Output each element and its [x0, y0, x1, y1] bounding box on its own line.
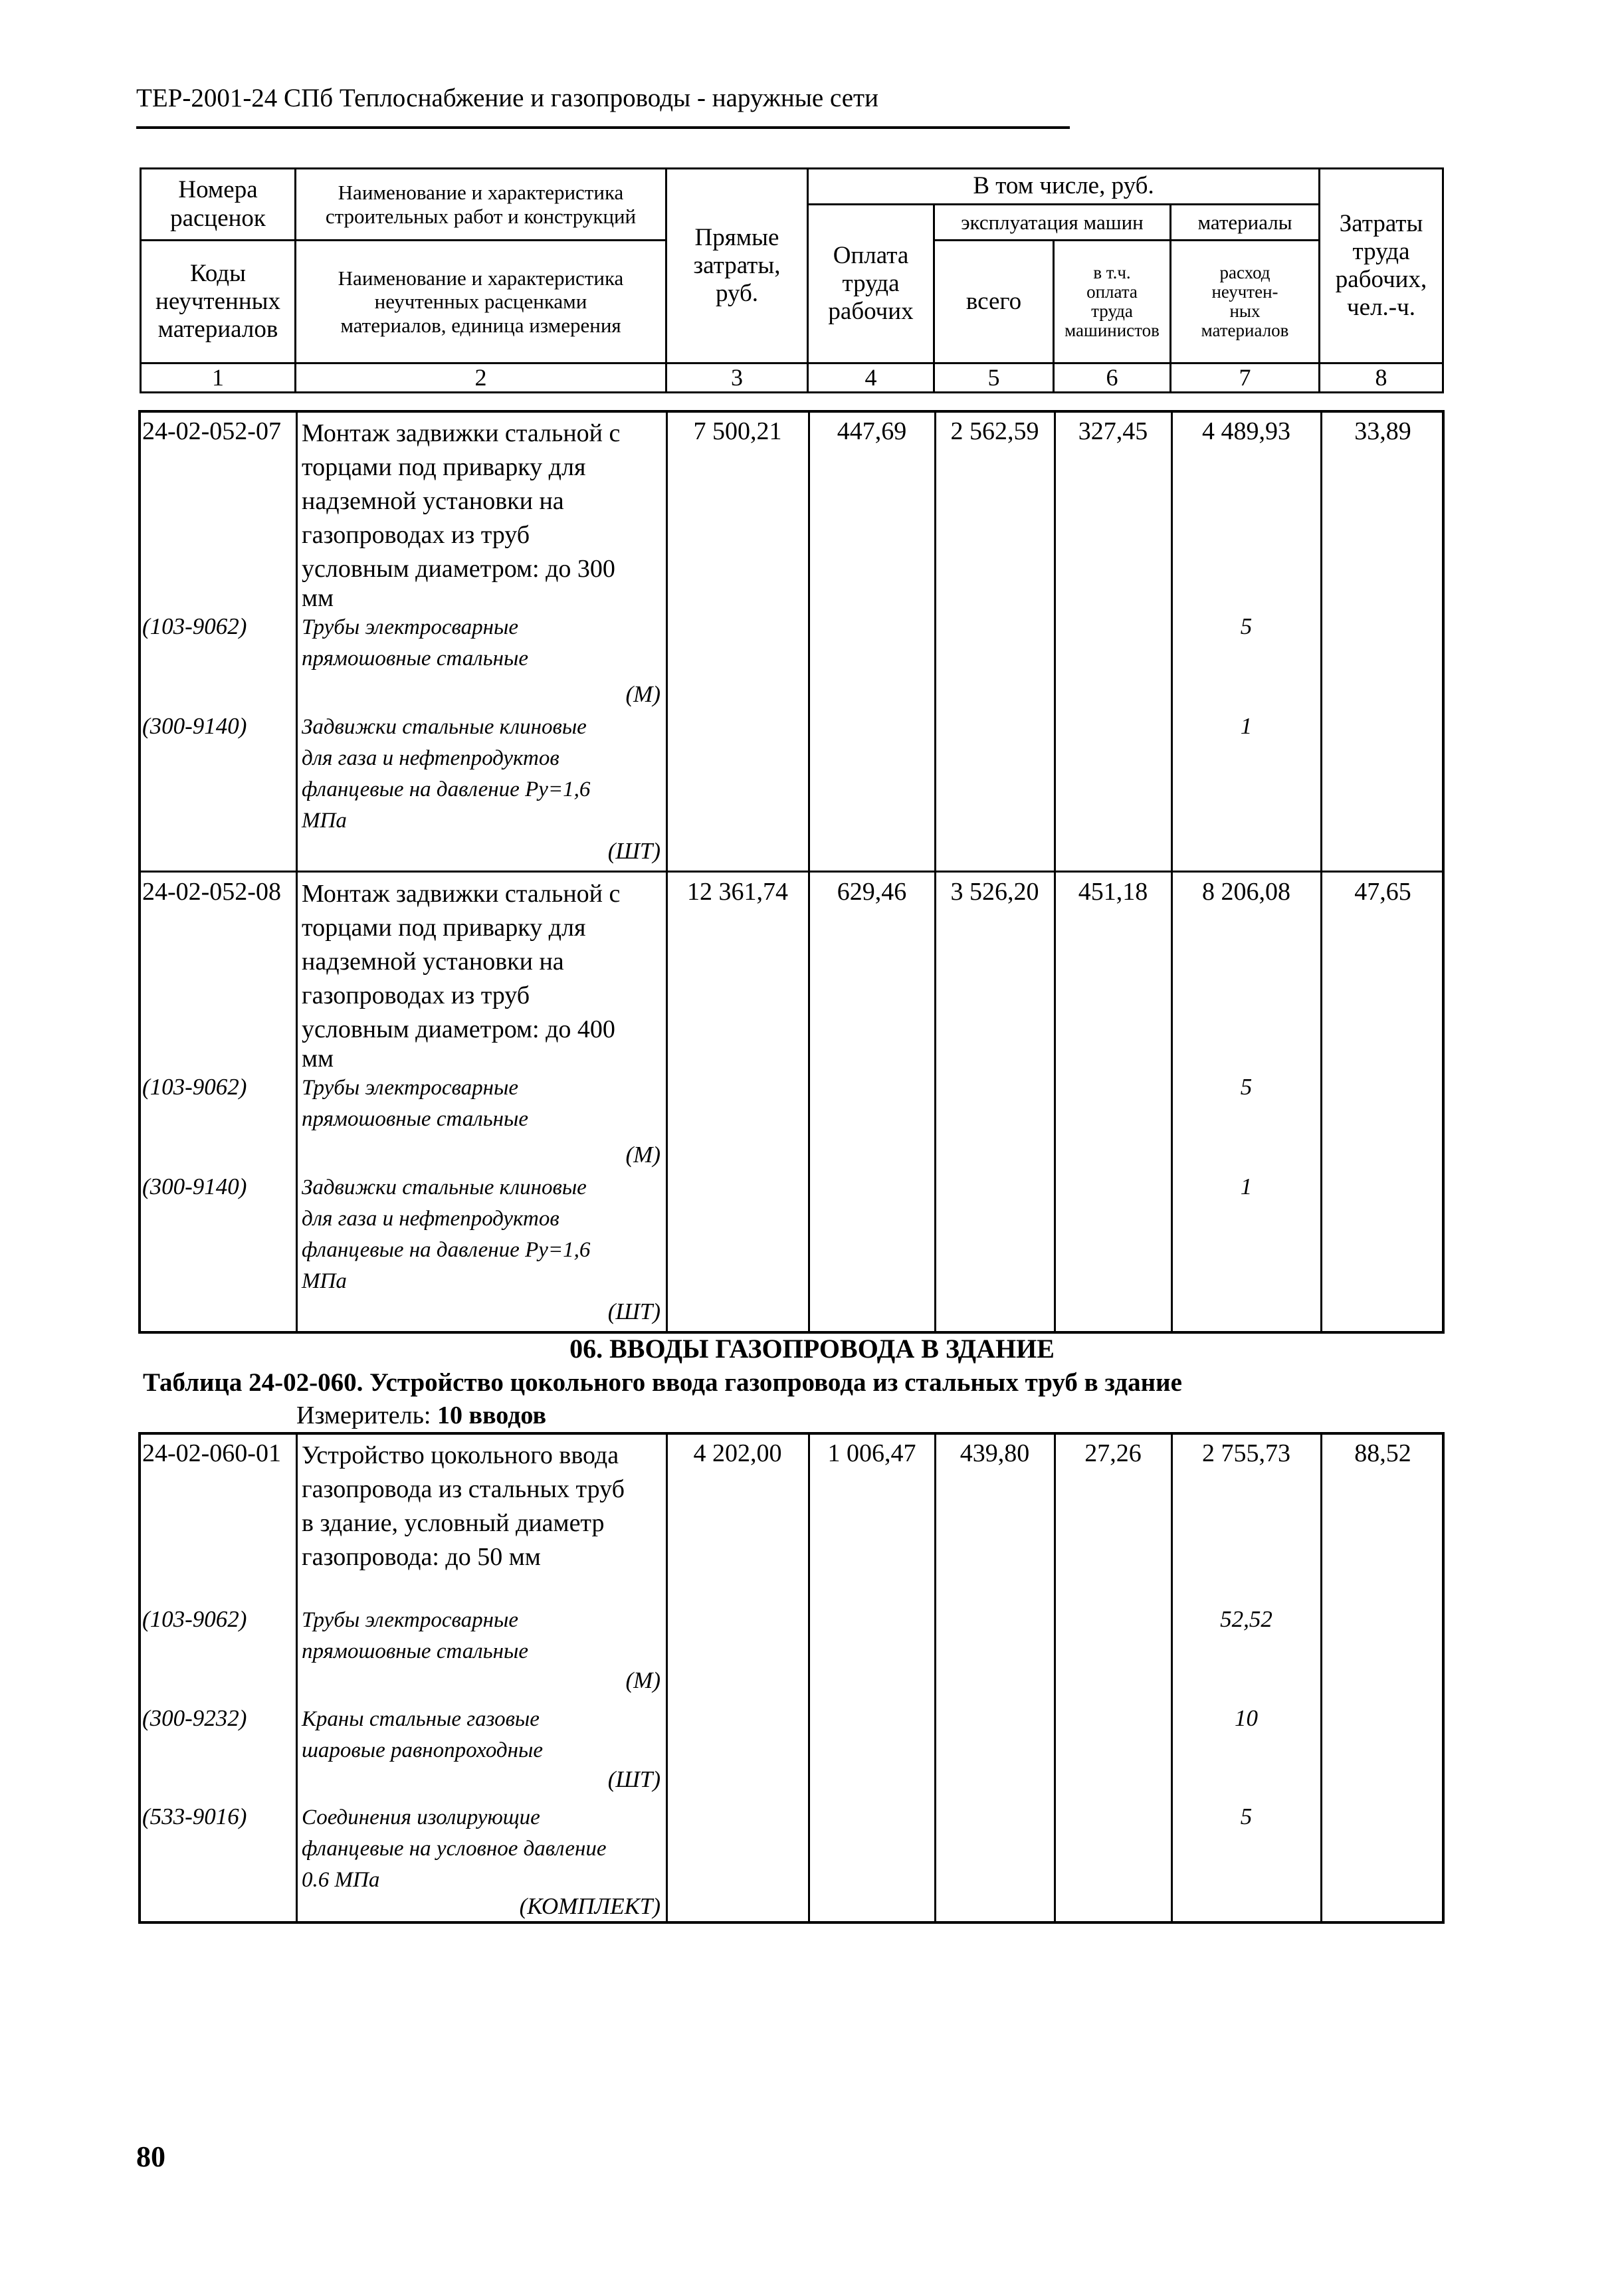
col-divider [296, 1435, 298, 1921]
hdr-rate-numbers: Номера расценок [141, 169, 296, 241]
column-header-table [140, 167, 1444, 393]
wages-value: 447,69 [837, 417, 907, 445]
machines-total-value: 3 526,20 [950, 878, 1039, 906]
wages-value: 629,46 [837, 878, 907, 906]
hdr-direct-costs: Прямые затраты, руб. [666, 169, 808, 363]
material-qty: 1 [1240, 1174, 1253, 1199]
hdr-num-7: 7 [1171, 363, 1320, 392]
page-number: 80 [136, 2140, 165, 2173]
hdr-num-2: 2 [296, 363, 666, 392]
material-unit: (ШТ) [607, 838, 660, 864]
materials-value: 2 755,73 [1202, 1439, 1290, 1467]
material-code: (300-9140) [142, 713, 247, 739]
measure-label: Измеритель: [296, 1401, 437, 1429]
hdr-material-consumption: расход неучтен- ных материалов [1171, 241, 1320, 363]
material-description: Соединения изолирующие фланцевые на условное давление 0.6 МПа [302, 1806, 607, 1892]
material-qty: 52,52 [1220, 1606, 1272, 1632]
row-divider [141, 871, 1442, 873]
material-description: Трубы электросварные прямошовные стальные [302, 1608, 528, 1663]
materials-value: 4 489,93 [1202, 417, 1290, 445]
table-caption: Таблица 24-02-060. Устройство цокольного ввода газопровода из стальных труб в здание [143, 1368, 1182, 1397]
material-unit: (М) [625, 1667, 660, 1693]
col-divider [808, 1435, 810, 1921]
running-header: ТЕР-2001-24 СПб Теплоснабжение и газопроводы - наружные сети [136, 84, 878, 112]
material-description: Краны стальные газовые шаровые равнопроходные [302, 1707, 543, 1762]
material-unit: (ШТ) [607, 1298, 660, 1324]
hdr-num-8: 8 [1320, 363, 1443, 392]
hdr-material-codes: Коды неучтенных материалов [141, 241, 296, 363]
wages-value: 1 006,47 [827, 1439, 916, 1467]
hdr-num-3: 3 [666, 363, 808, 392]
material-unit: (ШТ) [607, 1766, 660, 1792]
measure-value: 10 вводов [437, 1401, 546, 1429]
hdr-num-1: 1 [141, 363, 296, 392]
hdr-labor-hours: Затраты труда рабочих, чел.-ч. [1320, 169, 1443, 363]
material-qty: 10 [1235, 1705, 1258, 1731]
direct-costs-value: 4 202,00 [693, 1439, 782, 1467]
material-qty: 5 [1240, 1074, 1253, 1100]
hdr-material-names: Наименование и характеристика неучтенных расценками материалов, единица измерения [296, 241, 666, 363]
machines-total-value: 439,80 [960, 1439, 1030, 1467]
operator-wages-value: 27,26 [1084, 1439, 1142, 1467]
material-description: Трубы электросварные прямошовные стальные [302, 1076, 528, 1131]
material-code: (103-9062) [142, 1606, 247, 1632]
col-divider [1171, 1435, 1173, 1921]
rates-block-052 [138, 410, 1445, 1334]
labor-hours-value: 33,89 [1354, 417, 1411, 445]
material-code: (533-9016) [142, 1804, 247, 1829]
measure-line [296, 1401, 546, 1430]
hdr-wages: Оплата труда рабочих [808, 205, 934, 363]
hdr-work-name: Наименование и характеристика строительных работ и конструкций [296, 169, 666, 241]
hdr-machines-total: всего [934, 241, 1054, 363]
hdr-including: В том числе, руб. [808, 169, 1320, 205]
section-title: 06. ВВОДЫ ГАЗОПРОВОДА В ЗДАНИЕ [569, 1334, 1055, 1364]
col-divider [934, 1435, 936, 1921]
material-code: (103-9062) [142, 613, 247, 639]
material-qty: 5 [1240, 613, 1253, 639]
hdr-operator-wages: в т.ч. оплата труда машинистов [1054, 241, 1171, 363]
rate-description: Устройство цокольного ввода газопровода из стальных труб в здание, условный диаметр газопровода: до 50 мм [302, 1441, 625, 1571]
direct-costs-value: 12 361,74 [687, 878, 788, 906]
material-qty: 5 [1240, 1804, 1253, 1829]
hdr-num-6: 6 [1054, 363, 1171, 392]
col-divider [1054, 1435, 1056, 1921]
hdr-num-4: 4 [808, 363, 934, 392]
rate-description: Монтаж задвижки стальной с торцами под приварку для надземной установки на газопроводах из труб условным диаметром: до 400 мм [302, 880, 621, 1073]
rate-code: 24-02-052-07 [142, 417, 281, 445]
direct-costs-value: 7 500,21 [693, 417, 782, 445]
hdr-machines: эксплуатация машин [934, 205, 1171, 241]
labor-hours-value: 88,52 [1354, 1439, 1411, 1467]
operator-wages-value: 451,18 [1078, 878, 1148, 906]
material-unit: (М) [625, 1142, 660, 1168]
operator-wages-value: 327,45 [1078, 417, 1148, 445]
col-divider [666, 1435, 668, 1921]
material-code: (300-9140) [142, 1174, 247, 1199]
material-code: (103-9062) [142, 1074, 247, 1100]
hdr-num-5: 5 [934, 363, 1054, 392]
material-code: (300-9232) [142, 1705, 247, 1731]
material-unit: (М) [625, 681, 660, 707]
material-description: Трубы электросварные прямошовные стальные [302, 615, 528, 671]
material-description: Задвижки стальные клиновые для газа и нефтепродуктов фланцевые на давление Ру=1,6 МПа [302, 1176, 591, 1293]
labor-hours-value: 47,65 [1354, 878, 1411, 906]
header-rule [136, 126, 1070, 129]
rate-description: Монтаж задвижки стальной с торцами под приварку для надземной установки на газопроводах из труб условным диаметром: до 300 мм [302, 419, 621, 612]
rate-code: 24-02-052-08 [142, 878, 281, 906]
rate-code: 24-02-060-01 [142, 1439, 281, 1467]
rates-block-060 [138, 1432, 1445, 1924]
material-qty: 1 [1240, 713, 1253, 739]
col-divider [1320, 1435, 1322, 1921]
hdr-materials: материалы [1171, 205, 1320, 241]
material-description: Задвижки стальные клиновые для газа и нефтепродуктов фланцевые на давление Ру=1,6 МПа [302, 715, 591, 833]
materials-value: 8 206,08 [1202, 878, 1290, 906]
machines-total-value: 2 562,59 [950, 417, 1039, 445]
material-unit: (КОМПЛЕКТ) [519, 1893, 660, 1919]
